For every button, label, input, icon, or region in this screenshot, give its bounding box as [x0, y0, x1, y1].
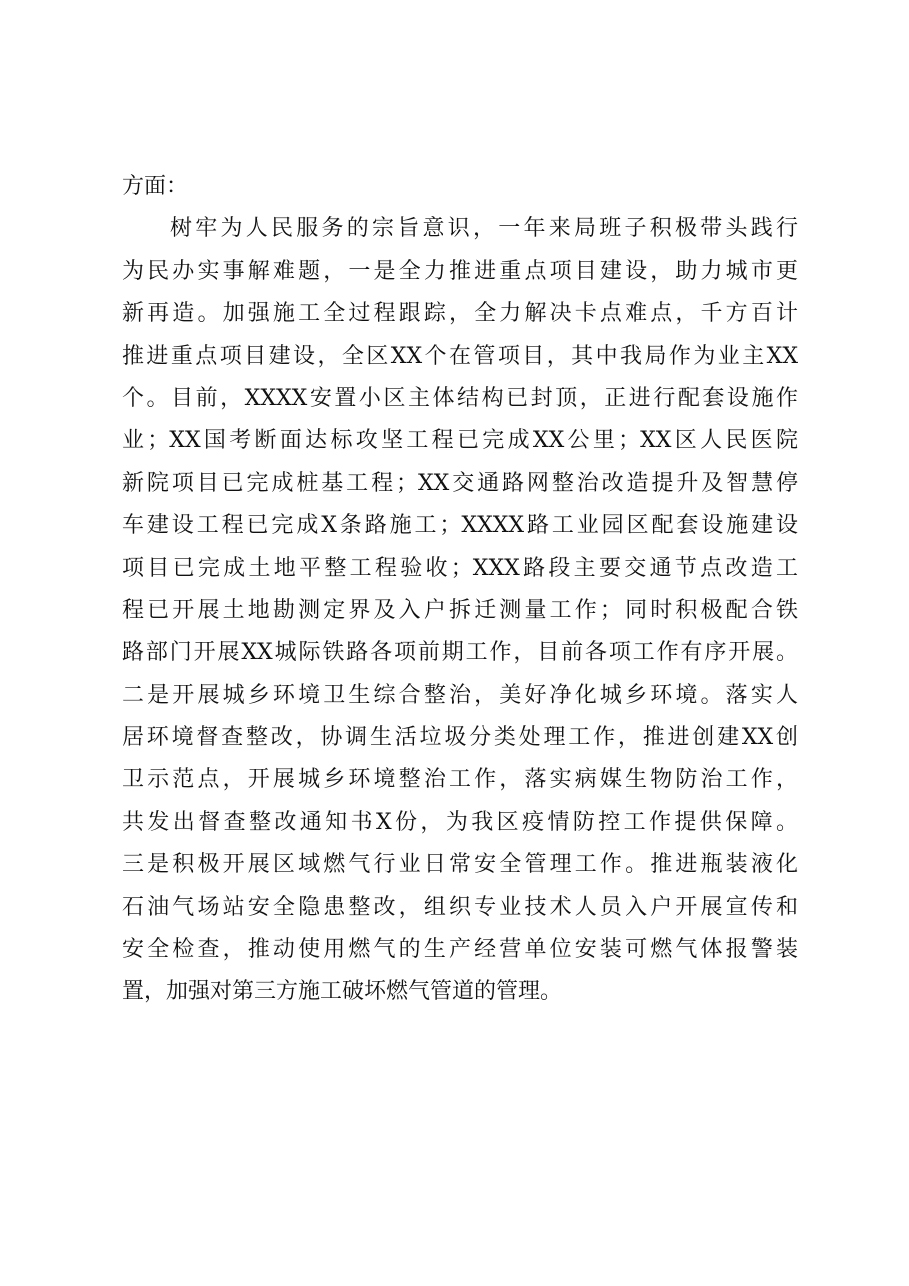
text-line: 卫示范点，开展城乡环境整治工作，落实病媒生物防治工作，	[122, 767, 798, 793]
text-line: 共发出督查整改通知书X份，为我区疫情防控工作提供保障。	[122, 809, 798, 835]
text-line: 居环境督查整改，协调生活垃圾分类处理工作，推进创建XX创	[122, 725, 798, 751]
text-line: 置，加强对第三方施工破坏燃气管道的管理。	[122, 979, 563, 1005]
text-line: 三是积极开展区域燃气行业日常安全管理工作。推进瓶装液化	[122, 852, 798, 878]
text-line: 新院项目已完成桩基工程；XX交通路网整治改造提升及智慧停	[122, 470, 798, 496]
text-line: 新再造。加强施工全过程跟踪，全力解决卡点难点，千方百计	[122, 301, 798, 327]
text-line: 推进重点项目建设，全区XX个在管项目，其中我局作为业主XX	[122, 343, 798, 369]
text-line: 方面：	[122, 174, 189, 199]
text-line: 车建设工程已完成X条路施工；XXXX路工业园区配套设施建设	[122, 513, 798, 539]
paragraph-first-line: 树牢为人民服务的宗旨意识，一年来局班子积极带头践行	[170, 216, 798, 242]
text-line: 项目已完成土地平整工程验收；XXX路段主要交通节点改造工	[122, 555, 798, 581]
text-line: 为民办实事解难题，一是全力推进重点项目建设，助力城市更	[122, 258, 798, 284]
text-line: 个。目前，XXXX安置小区主体结构已封顶，正进行配套设施作	[122, 385, 798, 411]
text-line: 业；XX国考断面达标攻坚工程已完成XX公里；XX区人民医院	[122, 428, 798, 454]
text-line: 安全检查，推动使用燃气的生产经营单位安装可燃气体报警装	[122, 937, 798, 963]
body-text	[122, 166, 798, 1014]
text-line: 石油气场站安全隐患整改，组织专业技术人员入户开展宣传和	[122, 894, 798, 920]
text-line: 程已开展土地勘测定界及入户拆迁测量工作；同时积极配合铁	[122, 597, 798, 623]
text-line: 二是开展城乡环境卫生综合整治，美好净化城乡环境。落实人	[122, 682, 798, 708]
text-line: 路部门开展XX城际铁路各项前期工作，目前各项工作有序开展。	[122, 640, 798, 666]
